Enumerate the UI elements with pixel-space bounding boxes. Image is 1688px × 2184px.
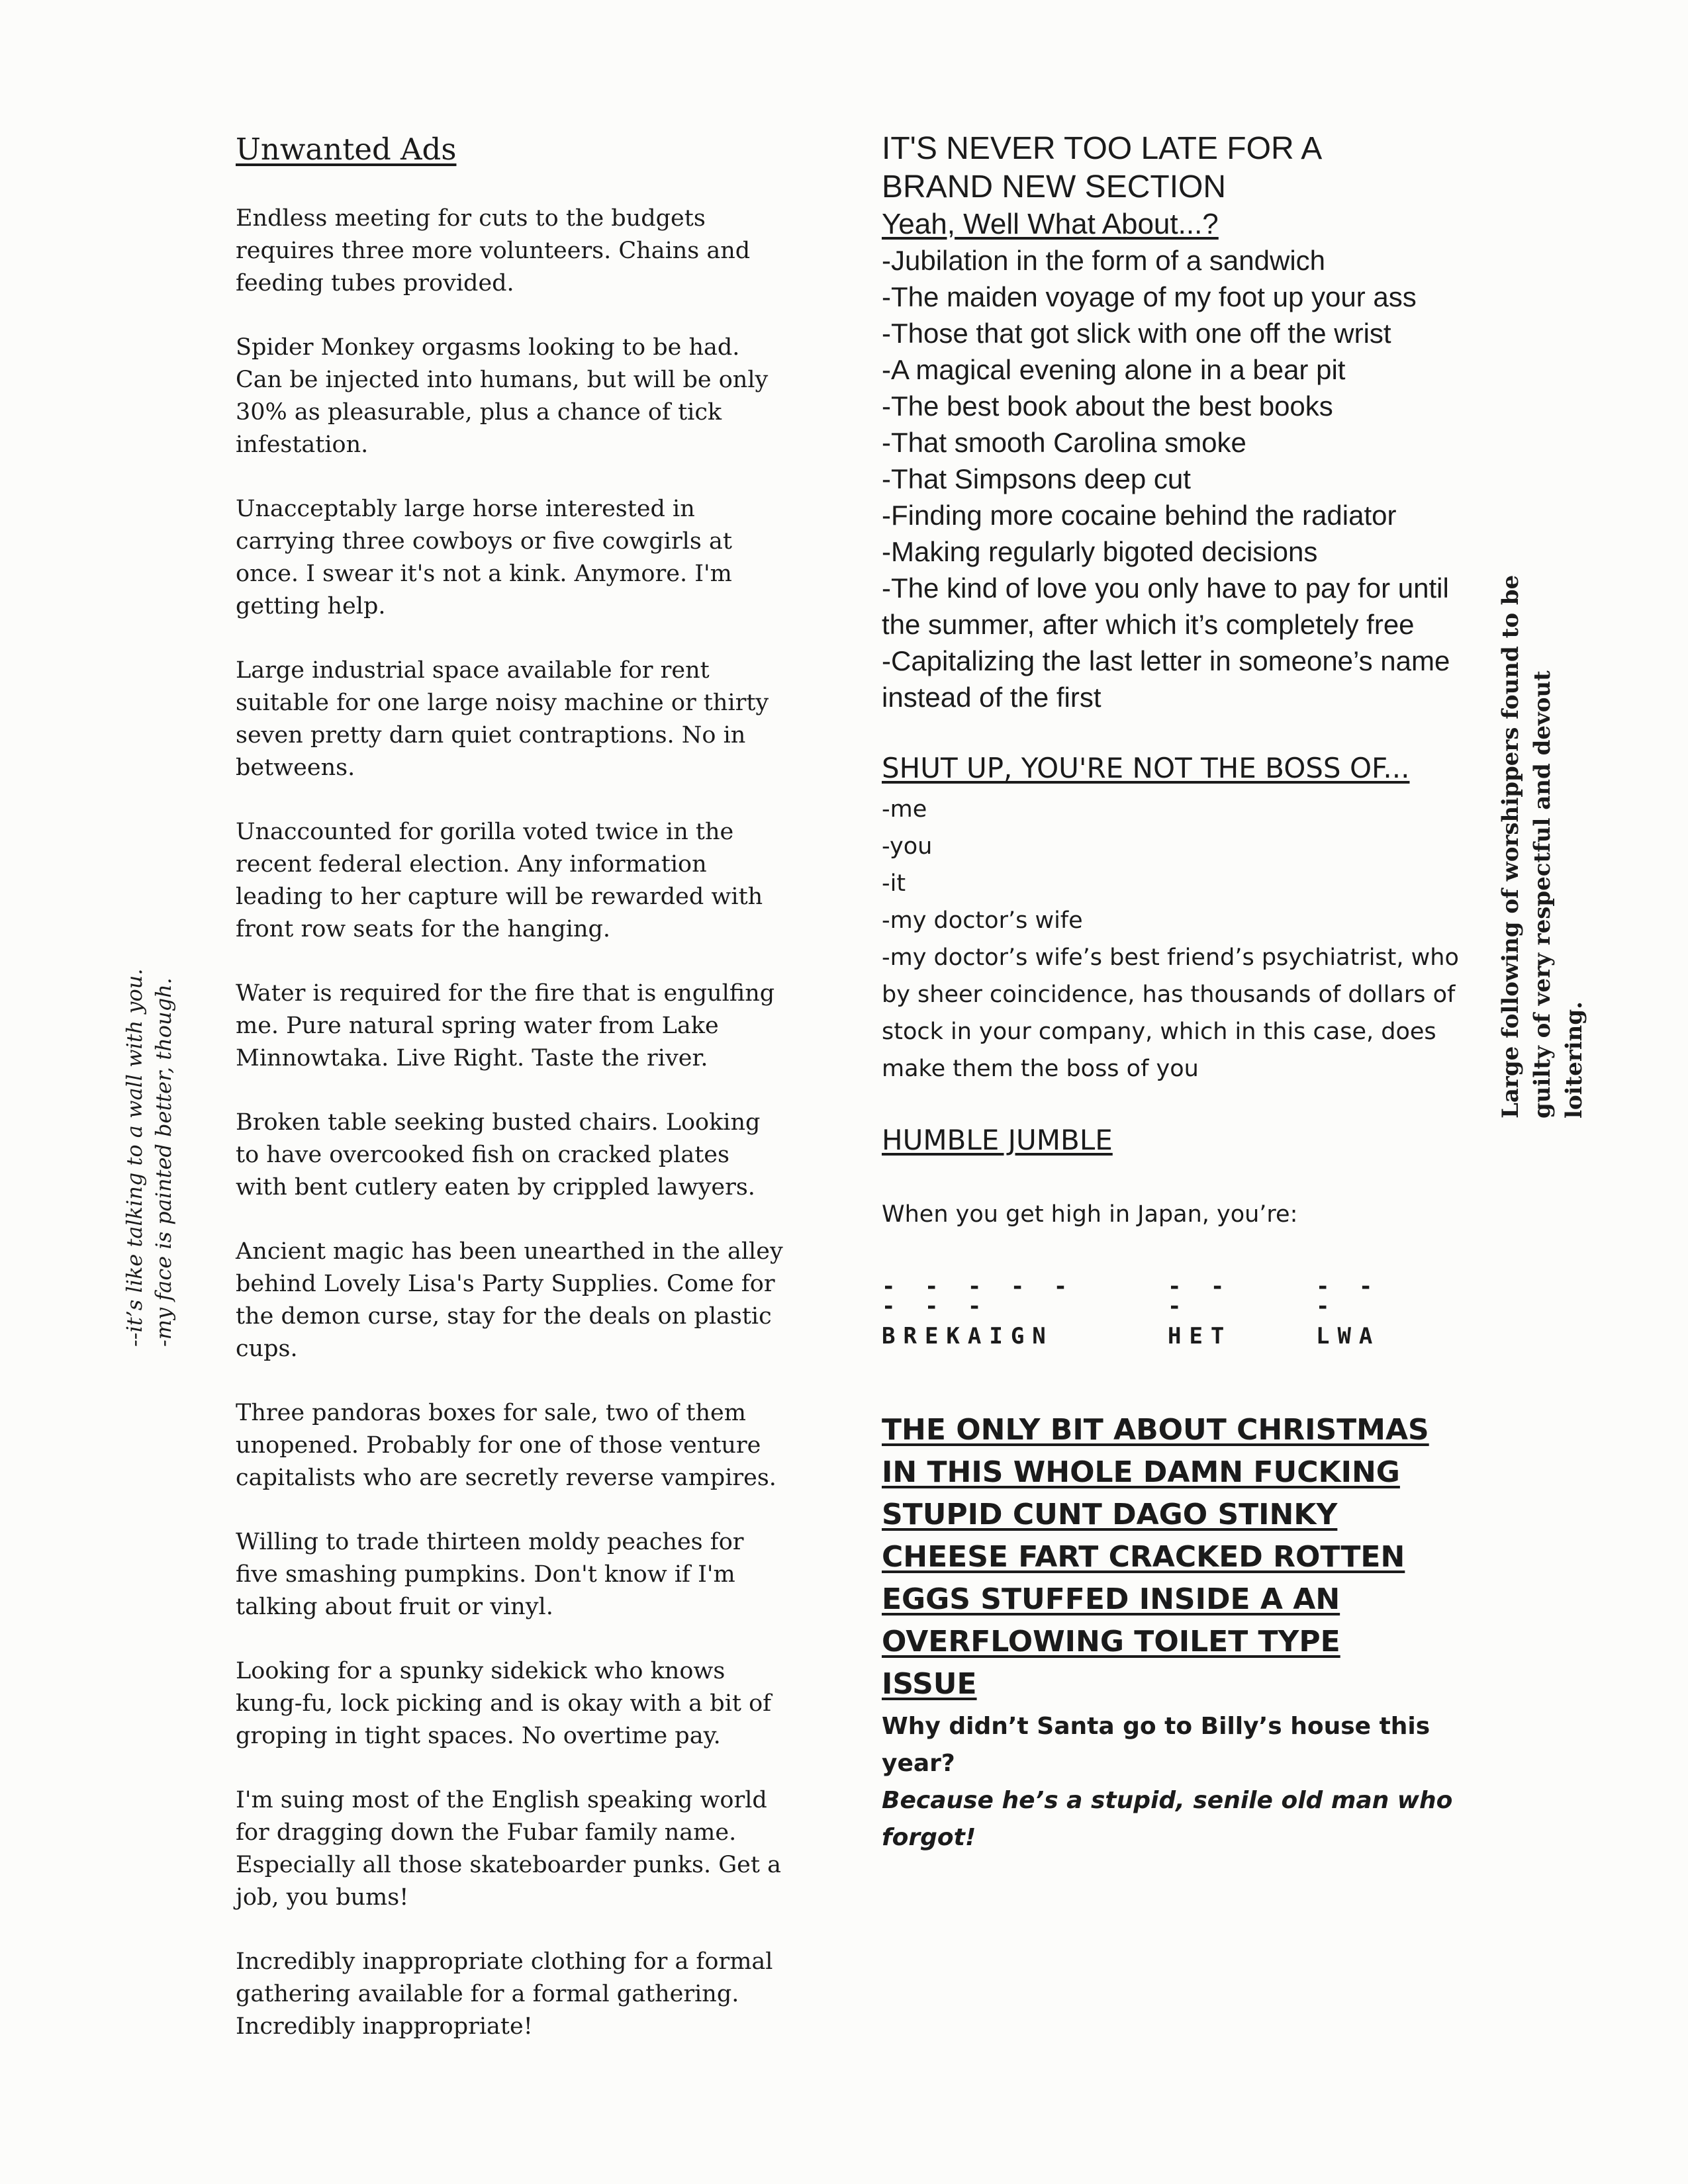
- right-margin-line: loitering.: [1561, 1001, 1587, 1118]
- left-margin-line: -my face is painted better, though.: [151, 978, 176, 1347]
- list-item: -my doctor’s wife’s best friend’s psychiatrist, who by sheer coincidence, has thousands of dollars of stock in your company, which in this case, does make them the boss of you: [882, 944, 1459, 1082]
- list-item: -The maiden voyage of my foot up your ass: [882, 281, 1417, 312]
- unwanted-ads-column: [236, 130, 785, 2075]
- ad-item: Incredibly inappropriate clothing for a formal gathering available for a formal gathering. Incredibly inappropriate!: [236, 1948, 773, 2040]
- list-item: -That Simpsons deep cut: [882, 463, 1191, 494]
- ad-item: Looking for a spunky sidekick who knows kung-fu, lock picking and is okay with a bit of groping in tight spaces. No overtime pay.: [236, 1658, 772, 1749]
- jumble-letters: LWA: [1315, 1323, 1381, 1349]
- new-section-subheading: Yeah, Well What About...?: [882, 208, 1219, 240]
- jumble-word: [1167, 1273, 1237, 1356]
- jumble-letters: BREKAIGN: [882, 1323, 1054, 1349]
- new-section-heading-line2: BRAND NEW SECTION: [882, 169, 1227, 205]
- list-item: -Those that got slick with one off the wrist: [882, 318, 1391, 349]
- jumble-blanks: - - - - - - - -: [882, 1273, 1076, 1320]
- jumble-blanks: - - -: [1315, 1273, 1381, 1320]
- list-item: -you: [882, 833, 933, 860]
- left-margin-line: --it’s like talking to a wall with you.: [122, 968, 147, 1347]
- ad-item: I'm suing most of the English speaking world for dragging down the Fubar family name. Especially all those skateboarder punks. Get a job, you bums!: [236, 1787, 781, 1911]
- jumble-title: HUMBLE JUMBLE: [882, 1124, 1113, 1156]
- jumble-words: [882, 1273, 1464, 1356]
- right-column: [882, 130, 1464, 1856]
- list-item: -my doctor’s wife: [882, 907, 1083, 934]
- unwanted-ads-title: Unwanted Ads: [236, 132, 457, 167]
- ad-item: Endless meeting for cuts to the budgets requires three more volunteers. Chains and feeding tubes provided.: [236, 205, 751, 296]
- list-item: -The kind of love you only have to pay for until the summer, after which it’s completely free: [882, 572, 1449, 640]
- list-item: -Jubilation in the form of a sandwich: [882, 245, 1326, 276]
- list-item: -me: [882, 796, 927, 823]
- list-item: -Capitalizing the last letter in someone’s name instead of the first: [882, 645, 1450, 713]
- jumble-word: [1315, 1273, 1385, 1356]
- christmas-title: THE ONLY BIT ABOUT CHRISTMAS IN THIS WHOLE DAMN FUCKING STUPID CUNT DAGO STINKY CHEESE FART CRACKED ROTTEN EGGS STUFFED INSIDE A AN OVERFLOWING TOILET TYPE ISSUE: [882, 1413, 1429, 1701]
- new-section-heading: [882, 130, 1464, 206]
- jumble-blanks: - - -: [1167, 1273, 1233, 1320]
- jumble-question: When you get high in Japan, you’re:: [882, 1201, 1298, 1228]
- new-section-list: [882, 242, 1464, 715]
- list-item: -The best book about the best books: [882, 390, 1333, 422]
- list-item: -it: [882, 870, 906, 897]
- ad-item: Three pandoras boxes for sale, two of them unopened. Probably for one of those venture capitalists who are secretly reverse vampires.: [236, 1400, 776, 1491]
- boss-section-title: SHUT UP, YOU'RE NOT THE BOSS OF...: [882, 752, 1410, 784]
- right-margin-note: [1489, 563, 1595, 1118]
- ad-item: Ancient magic has been unearthed in the alley behind Lovely Lisa's Party Supplies. Come for the demon curse, stay for the deals on plastic cups.: [236, 1238, 783, 1362]
- jumble-word: [882, 1273, 1088, 1356]
- jumble-letters: HET: [1167, 1323, 1233, 1349]
- boss-section-list: [882, 791, 1464, 1087]
- list-item: -Finding more cocaine behind the radiator: [882, 500, 1397, 531]
- left-margin-note: [119, 884, 179, 1347]
- ad-item: Large industrial space available for rent suitable for one large noisy machine or thirty seven pretty darn quiet contraptions. No in betweens.: [236, 657, 769, 781]
- ad-item: Unacceptably large horse interested in carrying three cowboys or five cowgirls at once. I swear it's not a kink. Anymore. I'm getting help.: [236, 496, 732, 619]
- new-section-heading-line1: IT'S NEVER TOO LATE FOR A: [882, 131, 1323, 166]
- ad-item: Water is required for the fire that is engulfing me. Pure natural spring water from Lake Minnowtaka. Live Right. Taste the river.: [236, 980, 775, 1071]
- list-item: -Making regularly bigoted decisions: [882, 536, 1318, 567]
- christmas-joke-answer: Because he’s a stupid, senile old man who forgot!: [882, 1787, 1453, 1851]
- right-margin-text: [1495, 563, 1590, 1118]
- list-item: -That smooth Carolina smoke: [882, 427, 1246, 458]
- right-margin-line: guilty of very respectful and devout: [1529, 670, 1556, 1118]
- ad-item: Broken table seeking busted chairs. Looking to have overcooked fish on cracked plates with bent cutlery eaten by crippled lawyers.: [236, 1109, 761, 1201]
- right-margin-line: Large following of worshippers found to be: [1497, 574, 1524, 1118]
- left-margin-text: [120, 884, 178, 1347]
- ad-item: Unaccounted for gorilla voted twice in the recent federal election. Any information leading to her capture will be rewarded with front row seats for the hanging.: [236, 819, 763, 942]
- ad-item: Spider Monkey orgasms looking to be had. Can be injected into humans, but will be only 30% as pleasurable, plus a chance of tick infestation.: [236, 334, 769, 458]
- ad-item: Willing to trade thirteen moldy peaches for five smashing pumpkins. Don't know if I'm talking about fruit or vinyl.: [236, 1529, 744, 1620]
- christmas-joke-question: Why didn’t Santa go to Billy’s house this year?: [882, 1713, 1430, 1777]
- list-item: -A magical evening alone in a bear pit: [882, 354, 1346, 385]
